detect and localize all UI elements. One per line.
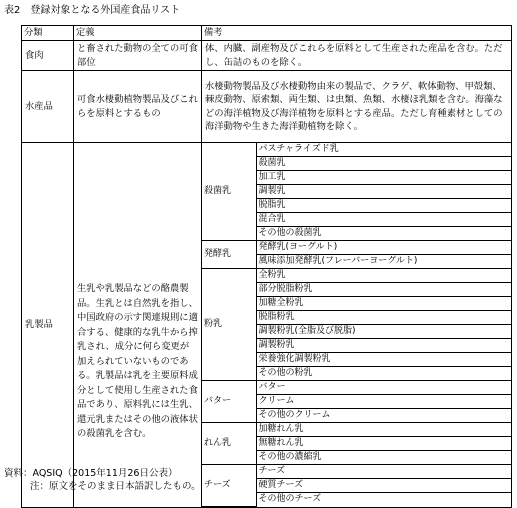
dairy-group-name: 発酵乳: [202, 241, 256, 269]
dairy-item: クリーム: [256, 395, 511, 409]
dairy-item: その他のクリーム: [256, 409, 511, 423]
footer-note: 注：原文をそのまま日本語訳したもの。: [30, 481, 201, 492]
table-row: [22, 41, 512, 71]
dairy-item-row: [202, 465, 511, 479]
dairy-item: 調製粉乳: [256, 339, 511, 353]
dairy-subtable-cell: [202, 143, 512, 508]
dairy-item: 加糖全粉乳: [256, 297, 511, 311]
dairy-item: 加糖れん乳: [256, 423, 511, 437]
dairy-item: 調製粉乳(全脂及び脱脂): [256, 325, 511, 339]
dairy-item: 硬質チーズ: [256, 479, 511, 493]
dairy-item: パスチャライズド乳: [256, 143, 511, 157]
dairy-item-row: [202, 143, 511, 157]
dairy-item: 脱脂粉乳: [256, 311, 511, 325]
dairy-group-name: 粉乳: [202, 269, 256, 381]
table-header-row: [22, 26, 512, 41]
dairy-item: その他の殺菌乳: [256, 227, 511, 241]
dairy-group-name: バター: [202, 381, 256, 423]
dairy-item: 殺菌乳: [256, 157, 511, 171]
definition-cell: と畜された動物の全ての可食部位: [74, 41, 202, 71]
dairy-item: チーズ: [256, 465, 511, 479]
dairy-item: 加工乳: [256, 171, 511, 185]
note-cell: 水棲動物製品及び水棲動物由来の製品で、クラゲ、軟体動物、甲殻類、棘皮動物、原索類、両生類、は虫類、魚類、水棲ほ乳類を含む。海藻などの海洋植物及び海洋植物を原料とする産品。ただし育種素材としての海洋動物や生きた海洋動植物を除く。: [202, 71, 512, 143]
dairy-item: 無糖れん乳: [256, 437, 511, 451]
header-definition: 定義: [74, 26, 202, 41]
dairy-item-row: [202, 423, 511, 437]
dairy-item: 調製乳: [256, 185, 511, 199]
category-cell: 水産品: [22, 71, 74, 143]
dairy-item: バター: [256, 381, 511, 395]
header-category: 分類: [22, 26, 74, 41]
table-row: [22, 143, 512, 508]
dairy-group-name: チーズ: [202, 465, 256, 507]
dairy-group-name: 殺菌乳: [202, 143, 256, 241]
header-note: 備考: [202, 26, 512, 41]
table-title: 表2 登録対象となる外国産食品リスト: [4, 5, 181, 16]
food-list-table: [21, 25, 512, 508]
dairy-item: 発酵乳(ヨーグルト): [256, 241, 511, 255]
dairy-item: 栄養強化調製粉乳: [256, 353, 511, 367]
dairy-item: 部分脱脂粉乳: [256, 283, 511, 297]
dairy-subtable: [202, 143, 511, 507]
category-cell: 食肉: [22, 41, 74, 71]
table-row: [22, 71, 512, 143]
category-cell: 乳製品: [22, 143, 74, 508]
dairy-item: その他の濃縮乳: [256, 451, 511, 465]
dairy-item: その他のチーズ: [256, 493, 511, 507]
note-cell: 体、内臓、副産物及びこれらを原料として生産された産品を含む。ただし、缶詰のものを除く。: [202, 41, 512, 71]
dairy-item-row: [202, 241, 511, 255]
dairy-item-row: [202, 269, 511, 283]
dairy-item-row: [202, 381, 511, 395]
dairy-item: 混合乳: [256, 213, 511, 227]
dairy-item: その他の粉乳: [256, 367, 511, 381]
definition-cell: 生乳や乳製品などの酪農製品。生乳とは自然乳を指し、中国政府の示す関連規則に適合する、健康的な乳牛から搾乳され、成分に何ら変更が加えられていないものである。乳製品は乳を主要原料成分として使用し生産された食品であり、原料乳には生乳、還元乳またはその他の液体状の殺菌乳を含む。: [74, 143, 202, 508]
definition-cell: 可食水棲動植物製品及びこれらを原料とするもの: [74, 71, 202, 143]
footer-source: 資料：AQSIQ（2015年11月26日公表）: [4, 468, 178, 479]
dairy-item: 風味添加発酵乳(フレーバーヨーグルト): [256, 255, 511, 269]
dairy-group-name: れん乳: [202, 423, 256, 465]
dairy-item: 全粉乳: [256, 269, 511, 283]
dairy-item: 脱脂乳: [256, 199, 511, 213]
